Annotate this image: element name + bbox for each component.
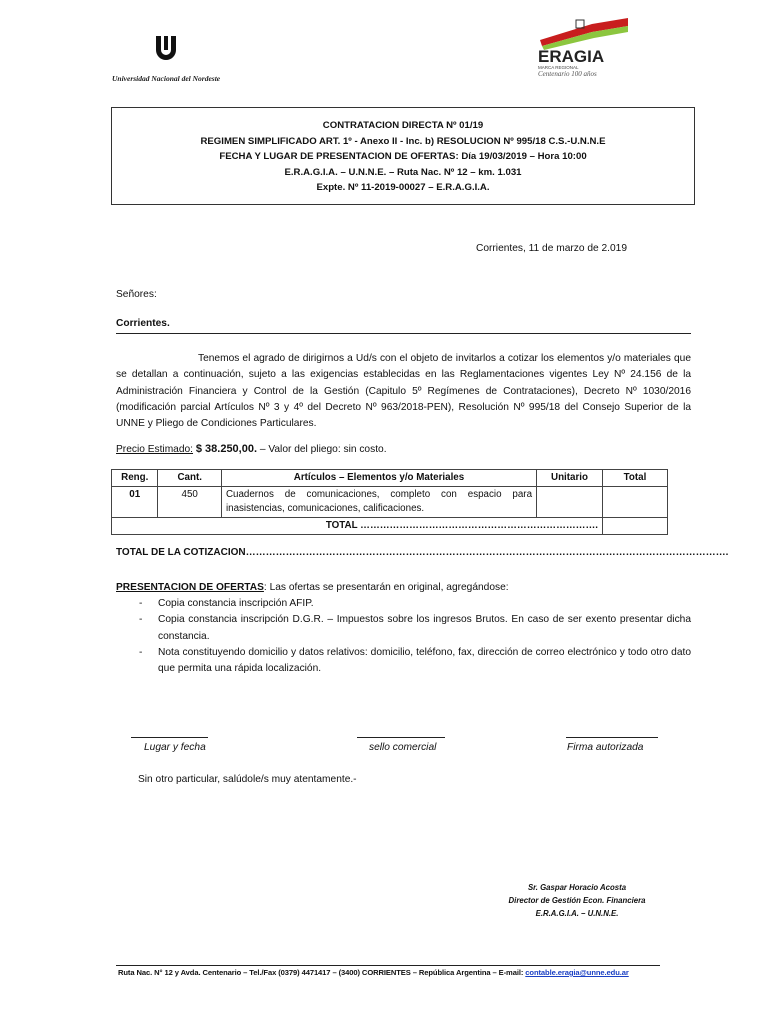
signature-label-firma: Firma autorizada [567,742,644,753]
total-label: TOTAL ………………………………………………………………. [112,518,603,535]
header-line-4: E.R.A.G.I.A. – U.N.N.E. – Ruta Nac. Nº 12 – km. 1.031 [284,166,522,178]
body-text: Tenemos el agrado de dirigirnos a Ud/s con el objeto de invitarlos a cotizar los elementos y/o materiales que se detallan a continuación, sujeto a las exigencias establecidas en las Reglamentaciones vigentes Ley Nº 24.156 de la Administración Financiera y Control de la Gestión (Capitulo 5º Regímenes de Contrataciones), Decreto Nº 1030/2016 (modificación parcial Artículos Nº 3 y 4º del Decreto Nº 963/2018-PEN), Resolución Nº 995/18 del Consejo Superior de la UNNE y Pliego de Condiciones Particulares. [116,353,691,430]
eragia-emblem-icon [532,18,632,78]
signature-line-lugar [131,737,208,738]
precio-rest: – Valor del pliego: sin costo. [257,444,387,455]
eragia-logo [532,18,632,78]
recipient-city: Corrientes. [116,318,170,329]
closing-text: Sin otro particular, salúdole/s muy atentamente.- [138,774,357,785]
footer [118,968,629,977]
signer-org: E.R.A.G.I.A. – U.N.N.E. [535,909,619,918]
table-row [112,487,668,518]
header-unitario: Unitario [537,470,603,487]
signature-label-sello: sello comercial [369,742,437,753]
unne-emblem-icon [152,34,180,64]
svg-text:MARCA REGIONAL: MARCA REGIONAL [538,65,579,70]
list-item: - Copia constancia inscripción AFIP. [139,598,314,609]
list-item: - Copia constancia inscripción D.G.R. – Impuestos sobre los ingresos Brutos. En caso de ser exento presentar dicha constancia. [139,614,691,642]
requirements-list [139,596,691,677]
signature-line-sello [357,737,445,738]
salutation: Señores: [116,289,157,300]
svg-text:Centenario 100 años: Centenario 100 años [538,70,597,78]
precio-label: Precio Estimado: [116,444,194,455]
header-total: Total [603,470,668,487]
precio-estimado [116,441,387,459]
row-total [603,487,668,518]
body-paragraph [116,351,691,432]
unne-logo [112,30,222,90]
table-total-row [112,518,668,535]
header-reng: Reng. [112,470,158,487]
items-table [111,469,668,535]
footer-divider [116,965,660,966]
total-value [603,518,668,535]
header-line-1: CONTRATACION DIRECTA Nº 01/19 [322,120,484,131]
letter-date: Corrientes, 11 de marzo de 2.019 [476,243,628,254]
signature-line-firma [566,737,658,738]
signer-title: Director de Gestión Econ. Financiera [508,896,646,905]
presentacion-intro: : Las ofertas se presentarán en original, agregándose: [263,582,509,593]
list-item: - Nota constituyendo domicilio y datos relativos: domicilio, teléfono, fax, dirección de correo electrónico y todo otro dato que permita una rápida localización. [139,646,691,675]
footer-address: Ruta Nac. N° 12 y Avda. Centenario – Tel./Fax (0379) 4471417 – (3400) CORRIENTES – República Argentina – E-mail: [118,968,526,977]
row-unitario [537,487,603,518]
footer-email-link[interactable]: contable.eragia@unne.edu.ar [525,968,629,977]
header-articulos: Artículos – Elementos y/o Materiales [221,470,536,487]
table-header-row [112,470,668,487]
svg-text:ERAGIA: ERAGIA [538,47,605,66]
header-cant: Cant. [158,470,221,487]
signature-label-lugar: Lugar y fecha [144,742,206,753]
row-reng: 01 [112,487,158,518]
divider [116,333,691,334]
signer-block [497,881,657,920]
total-cotizacion: TOTAL DE LA COTIZACION………………………………………………………………………………………………………………………………. [116,547,729,558]
signer-name: Sr. Gaspar Horacio Acosta [527,883,627,892]
unne-name: Universidad Nacional del Nordeste [112,74,221,83]
header-line-5: Expte. Nº 11-2019-00027 – E.R.A.G.I.A. [316,182,490,193]
presentacion-title: PRESENTACION DE OFERTAS [116,582,264,593]
header-box [111,107,695,205]
header-line-3: FECHA Y LUGAR DE PRESENTACION DE OFERTAS: Día 19/03/2019 – Hora 10:00 [219,151,587,162]
header-line-2: REGIMEN SIMPLIFICADO ART. 1º - Anexo II - Inc. b) RESOLUCION Nº 995/18 C.S.-U.N.N.E [200,135,606,147]
row-cant: 450 [158,487,221,518]
precio-amount: $ 38.250,00. [195,443,258,455]
row-articulo: Cuadernos de comunicaciones, completo con espacio para inasistencias, comunicaciones, calificaciones. [221,487,536,518]
presentacion-ofertas [116,580,509,597]
